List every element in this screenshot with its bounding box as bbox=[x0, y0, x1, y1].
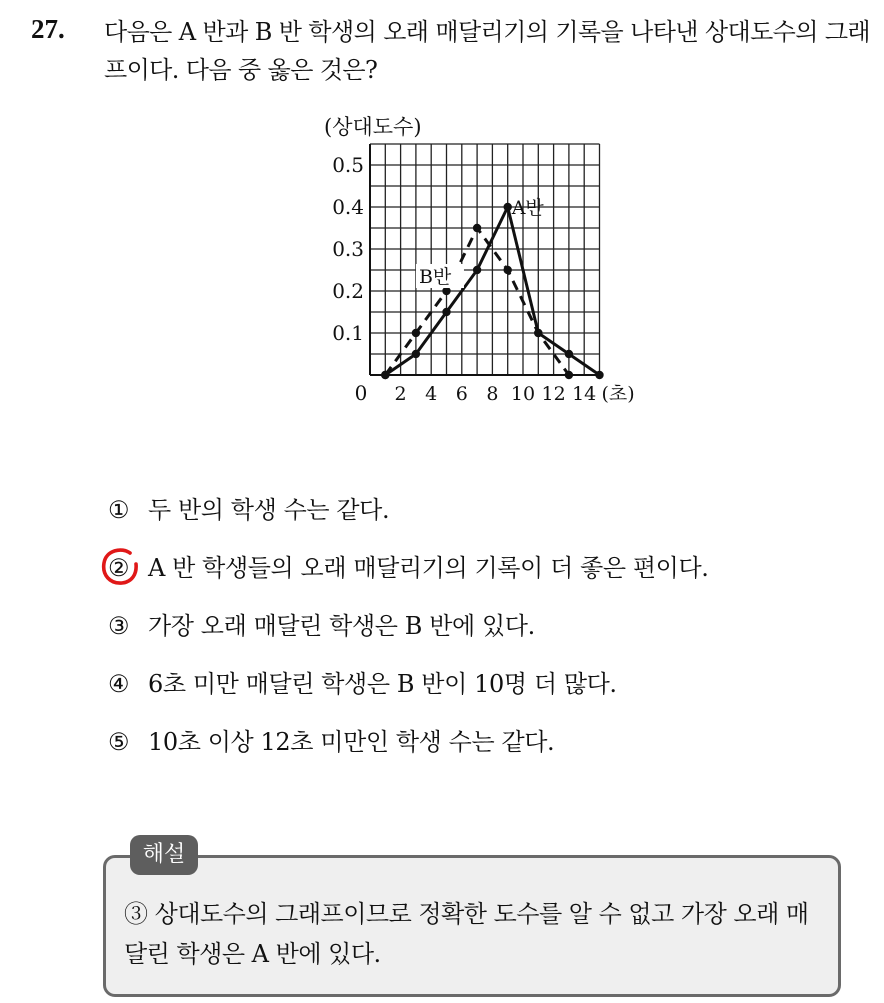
relative-frequency-graph bbox=[320, 112, 650, 412]
data-point bbox=[565, 350, 573, 358]
choice-list bbox=[108, 490, 708, 780]
choice-text: 두 반의 학생 수는 같다. bbox=[148, 496, 390, 524]
data-point bbox=[595, 371, 603, 379]
choice-1[interactable] bbox=[108, 490, 708, 548]
choice-number: ③ bbox=[108, 612, 130, 640]
data-point bbox=[442, 308, 450, 316]
choice-3[interactable] bbox=[108, 606, 708, 664]
answer-circle-mark bbox=[100, 547, 140, 587]
question-number: 27. bbox=[31, 14, 65, 44]
data-point bbox=[442, 287, 450, 295]
data-point bbox=[473, 266, 481, 274]
choice-number: ④ bbox=[108, 670, 130, 698]
x-tick-label: 12 bbox=[541, 383, 566, 405]
data-point bbox=[473, 224, 481, 232]
choice-text: A 반 학생들의 오래 매달리기의 기록이 더 좋은 편이다. bbox=[148, 554, 709, 582]
y-tick-label: 0.3 bbox=[332, 237, 364, 261]
choice-number: ② bbox=[108, 554, 130, 582]
x-tick-label: 4 bbox=[425, 383, 438, 405]
choice-2[interactable] bbox=[108, 548, 708, 606]
series-a-label: A반 bbox=[511, 197, 544, 219]
data-point bbox=[534, 329, 542, 337]
x-tick-label: 8 bbox=[486, 383, 499, 405]
origin-label: 0 bbox=[354, 381, 368, 405]
choice-number: ⑤ bbox=[108, 728, 130, 756]
x-tick-label: 6 bbox=[455, 383, 468, 405]
y-tick-label: 0.2 bbox=[332, 279, 364, 303]
choice-number: ① bbox=[108, 496, 130, 524]
choice-text: 가장 오래 매달린 학생은 B 반에 있다. bbox=[148, 612, 535, 640]
solution-text: ③ 상대도수의 그래프이므로 정확한 도수를 알 수 없고 가장 오래 매달린 학생은 A 반에 있다. bbox=[124, 900, 809, 968]
x-tick-label: 10 bbox=[510, 383, 536, 405]
y-tick-label: 0.4 bbox=[332, 195, 364, 219]
choice-text: 10초 이상 12초 미만인 학생 수는 같다. bbox=[148, 728, 555, 756]
data-point bbox=[412, 329, 420, 337]
x-tick-label: 2 bbox=[394, 383, 407, 405]
solution-box bbox=[103, 855, 841, 997]
data-point bbox=[412, 350, 420, 358]
x-axis-unit: (초) bbox=[601, 383, 635, 405]
data-point bbox=[381, 371, 389, 379]
solution-tab: 해설 bbox=[130, 835, 198, 875]
y-tick-label: 0.1 bbox=[332, 321, 364, 345]
y-axis-label: (상대도수) bbox=[324, 115, 422, 139]
series-b-label: B반 bbox=[418, 266, 452, 288]
x-tick-label: 14 bbox=[572, 383, 597, 405]
data-point bbox=[565, 371, 573, 379]
data-point bbox=[504, 266, 512, 274]
question-text: 다음은 A 반과 B 반 학생의 오래 매달리기의 기록을 나타낸 상대도수의 그래프이다. 다음 중 옳은 것은? bbox=[104, 18, 871, 84]
choice-text: 6초 미만 매달린 학생은 B 반이 10명 더 많다. bbox=[148, 670, 617, 698]
y-tick-label: 0.5 bbox=[332, 153, 364, 177]
data-point bbox=[504, 203, 512, 211]
choice-4[interactable] bbox=[108, 664, 708, 722]
choice-5[interactable] bbox=[108, 722, 708, 780]
